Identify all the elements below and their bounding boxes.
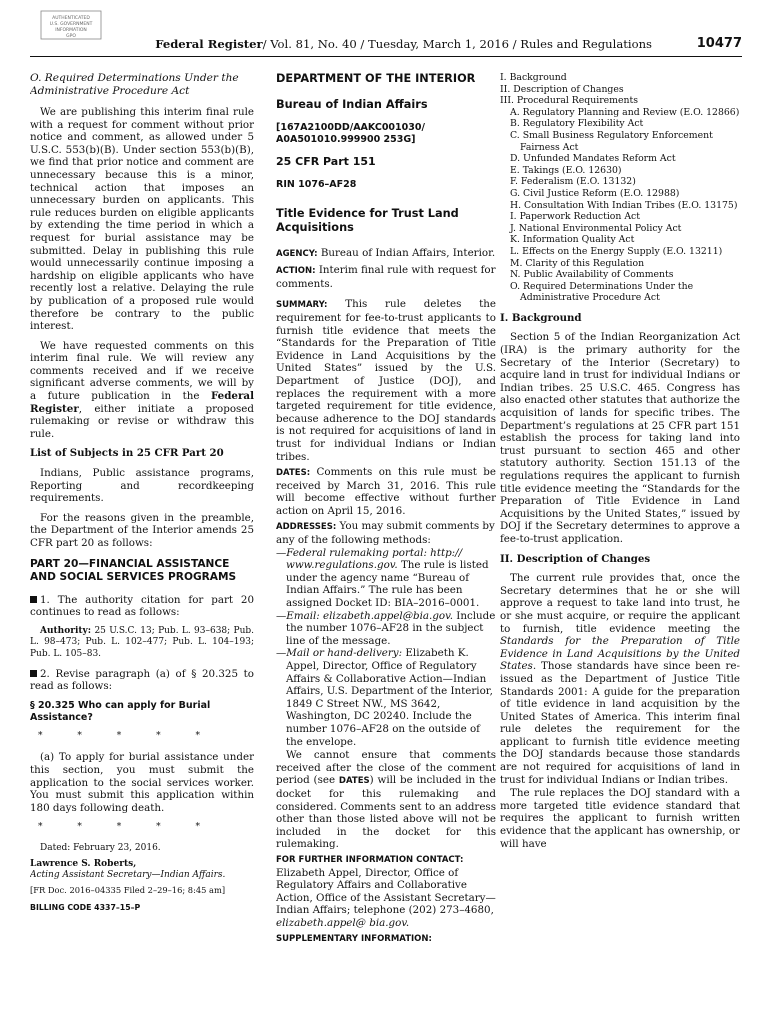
section-heading: O. Required Determinations Under the Administrative Procedure Act bbox=[30, 72, 239, 97]
changes-heading: II. Description of Changes bbox=[500, 552, 651, 565]
column-2 bbox=[276, 72, 496, 1022]
subjects-text: Indians, Public assistance programs, Reporting and recordkeeping requirements. bbox=[30, 467, 254, 505]
paragraph: Section 5 of the Indian Reorganization Act (IRA) is the primary authority for the Secretary of the Interior (Secretary) to acquire land in trust for individual Indians or Indian tribes. 25 U.S.C. 465. Congress has also enacted other statutes that authorize the acquisition of lands for specific tribes. The Department’s regulations at 25 CFR part 151 establish the process for taking land into trust pursuant to section 465 and other statutory authority. Section 151.13 of the regulations requires the applicant to furnish title evidence meeting the “Standards for the Preparation of Title Evidence in Land Acquisitions by the United States,” issued by DOJ if the Secretary determines to approve a fee-to-trust application. bbox=[500, 331, 740, 545]
rin-number: RIN 1076–AF28 bbox=[276, 178, 357, 190]
method-mail: —Mail or hand-delivery: Elizabeth K. Appel, Director, Office of Regulatory Affairs & Collaborative Action—Indian Affairs, U.S. Department of the Interior, 1849 C Street NW., MS 3642, Washington, DC 20240. Include the number 1076–AF28 on the outside of the envelope. bbox=[276, 647, 493, 748]
cfr-part: 25 CFR Part 151 bbox=[276, 155, 376, 168]
billing-code: BILLING CODE 4337–15–P bbox=[30, 903, 141, 913]
agency-line: AGENCY: Bureau of Indian Affairs, Interior. bbox=[276, 246, 496, 259]
toc-item: I. Background bbox=[500, 72, 567, 83]
amendment-bullet-icon bbox=[30, 596, 37, 603]
signer-name: Lawrence S. Roberts, bbox=[30, 858, 137, 869]
authority-citation: Authority: 25 U.S.C. 13; Pub. L. 93–638; Pub. L. 98–473; Pub. L. 102–477; Pub. L. 104–193; Pub. L. 105–83. bbox=[30, 625, 254, 659]
toc-item: II. Description of Changes bbox=[500, 83, 624, 95]
paragraph: We have requested comments on this interim final rule. We will review any comments received and if we receive significant adverse comments, we will by a future publication in the Federal Register, either initiate a proposed rulemaking or revise or withdraw this rule. bbox=[30, 339, 254, 440]
summary: SUMMARY: This rule deletes the requirement for fee-to-trust applicants to furnish title evidence that meets the “Standards for the Preparation of Title Evidence in Land Acquisitions by the United States” issued by the U.S. Department of Justice (DOJ), and replaces the requirement with a more targeted requirement for title evidence, because adherence to the DOJ standards is not required for acquisitions of land in trust for individual Indians or Indian tribes. bbox=[276, 298, 496, 463]
method-portal: —Federal rulemaking portal: http:// www.regulations.gov. The rule is listed under the agency name “Bureau of Indian Affairs.” The rule has been assigned Docket ID: BIA–2016–0001. bbox=[276, 546, 489, 610]
toc-item: G. Civil Justice Reform (E.O. 12988) bbox=[510, 187, 680, 199]
table-of-contents bbox=[500, 72, 740, 304]
background-heading: I. Background bbox=[500, 311, 582, 324]
docket-code: [167A2100DD/AAKC001030/ A0A501010.999900 253G] bbox=[276, 122, 425, 145]
svg-text:AUTHENTICATED: AUTHENTICATED bbox=[52, 16, 90, 21]
running-header bbox=[30, 36, 742, 57]
contact: FOR FURTHER INFORMATION CONTACT: Elizabeth Appel, Director, Office of Regulatory Affairs and Collaborative Action, Office of the Assistant Secretary—Indian Affairs; telephone (202) 273–4680, elizabeth.appel@ bia.gov. bbox=[276, 854, 496, 929]
toc-item: D. Unfunded Mandates Reform Act bbox=[510, 153, 676, 165]
omission-stars: * * * * * bbox=[38, 822, 216, 833]
toc-item: F. Federalism (E.O. 13132) bbox=[510, 176, 636, 188]
svg-text:INFORMATION: INFORMATION bbox=[55, 28, 87, 33]
rule-title: Title Evidence for Trust Land Acquisitions bbox=[276, 206, 459, 234]
svg-text:GPO: GPO bbox=[66, 34, 76, 39]
amendment-bullet-icon bbox=[30, 670, 37, 677]
toc-item: E. Takings (E.O. 12630) bbox=[510, 164, 622, 176]
page-number: 10477 bbox=[696, 36, 742, 51]
part-heading: PART 20—FINANCIAL ASSISTANCE AND SOCIAL SERVICES PROGRAMS bbox=[30, 557, 237, 583]
toc-item: N. Public Availability of Comments bbox=[510, 269, 674, 281]
section-20-325-heading: § 20.325 Who can apply for Burial Assistance? bbox=[30, 699, 211, 723]
paragraph: We cannot ensure that comments received after the close of the comment period (see DATES) will be included in the docket for this rulemaking and considered. Comments sent to an address other than those listed above will not be included in the docket for this rulemaking. bbox=[276, 749, 496, 851]
paragraph: We are publishing this interim final rule with a request for comment without prior notice and comment, as allowed under 5 U.S.C. 553(b)(B). Under section 553(b)(B), we find that prior notice and comment are unnecessary because this is a minor, technical action that imposes an unnecessary burden on applicants. This rule reduces burden on eligible applicants by extending the time period in which a request for burial assistance may be submitted. Delay in publishing this rule would unnecessarily continue imposing a hardship on eligible applicants who have recently lost a relative. Delaying the rule by publication of a proposed rule would therefore be contrary to the public interest. bbox=[30, 106, 254, 333]
toc-item: J. National Environmental Policy Act bbox=[510, 222, 682, 234]
bureau-heading: Bureau of Indian Affairs bbox=[276, 98, 428, 111]
toc-item: A. Regulatory Planning and Review (E.O. 12866) bbox=[510, 106, 740, 118]
paragraph: The current rule provides that, once the Secretary determines that he or she will approve a request to take land into trust, he or she must acquire, or require the applicant to furnish, title evidence meeting the Standards for the Preparation of Title Evidence in Land Acquisitions by the United States. Those standards have since been re-issued as the Department of Justice Title Standards 2001: A guide for the preparation of title evidence in land acquisition by the United States of America. This interim final rule deletes the requirement for the applicant to furnish title evidence meeting the DOJ standards because those standards are not required for acquisitions of land in trust for individual Indians or Indian tribes. bbox=[500, 572, 740, 786]
toc-item: H. Consultation With Indian Tribes (E.O. 13175) bbox=[510, 199, 738, 211]
fr-doc-line: [FR Doc. 2016–04335 Filed 2–29–16; 8:45 am] bbox=[30, 884, 226, 895]
column-1 bbox=[30, 72, 254, 1022]
toc-item: M. Clarity of this Regulation bbox=[510, 257, 645, 269]
paragraph-a: (a) To apply for burial assistance under this section, you must submit the application to the social services worker. You must submit this application within 180 days following death. bbox=[30, 751, 254, 814]
department-heading: DEPARTMENT OF THE INTERIOR bbox=[276, 72, 476, 85]
paragraph: The rule replaces the DOJ standard with a more targeted title evidence standard that requires the applicant to furnish written evidence that the applicant has ownership, or will have bbox=[500, 787, 740, 850]
method-email: —Email: elizabeth.appel@bia.gov. Include the number 1076–AF28 in the subject line of the message. bbox=[276, 609, 496, 647]
amendment-2: 2. Revise paragraph (a) of § 20.325 to read as follows: bbox=[30, 667, 254, 693]
column-3 bbox=[500, 72, 740, 1022]
paragraph: For the reasons given in the preamble, the Department of the Interior amends 25 CFR part 20 as follows: bbox=[30, 511, 254, 549]
addresses: ADDRESSES: You may submit comments by any of the following methods: bbox=[276, 520, 495, 547]
svg-text:U.S. GOVERNMENT: U.S. GOVERNMENT bbox=[49, 22, 93, 27]
subjects-heading: List of Subjects in 25 CFR Part 20 bbox=[30, 447, 224, 460]
toc-item: III. Procedural Requirements bbox=[500, 95, 638, 107]
supplementary-heading: SUPPLEMENTARY INFORMATION: bbox=[276, 934, 432, 945]
omission-stars: * * * * * bbox=[38, 730, 216, 741]
action-line: ACTION: Interim final rule with request for comments. bbox=[276, 264, 496, 290]
dates: DATES: Comments on this rule must be received by March 31, 2016. This rule will become effective without further action on April 15, 2016. bbox=[276, 466, 496, 517]
toc-item: L. Effects on the Energy Supply (E.O. 13211) bbox=[510, 245, 723, 257]
toc-item: O. Required Determinations Under the Administrative Procedure Act bbox=[510, 280, 694, 304]
amendment-1: 1. The authority citation for part 20 continues to read as follows: bbox=[30, 593, 254, 619]
dated-line: Dated: February 23, 2016. bbox=[40, 842, 161, 853]
header-title: Federal Register/ Vol. 81, No. 40 / Tuesday, March 1, 2016 / Rules and Regulations bbox=[155, 37, 652, 51]
signer-title: Acting Assistant Secretary—Indian Affairs. bbox=[30, 870, 226, 881]
toc-item: I. Paperwork Reduction Act bbox=[510, 211, 641, 223]
toc-item: B. Regulatory Flexibility Act bbox=[510, 118, 644, 130]
toc-item: C. Small Business Regulatory Enforcement Fairness Act bbox=[510, 129, 713, 153]
toc-item: K. Information Quality Act bbox=[510, 234, 635, 246]
